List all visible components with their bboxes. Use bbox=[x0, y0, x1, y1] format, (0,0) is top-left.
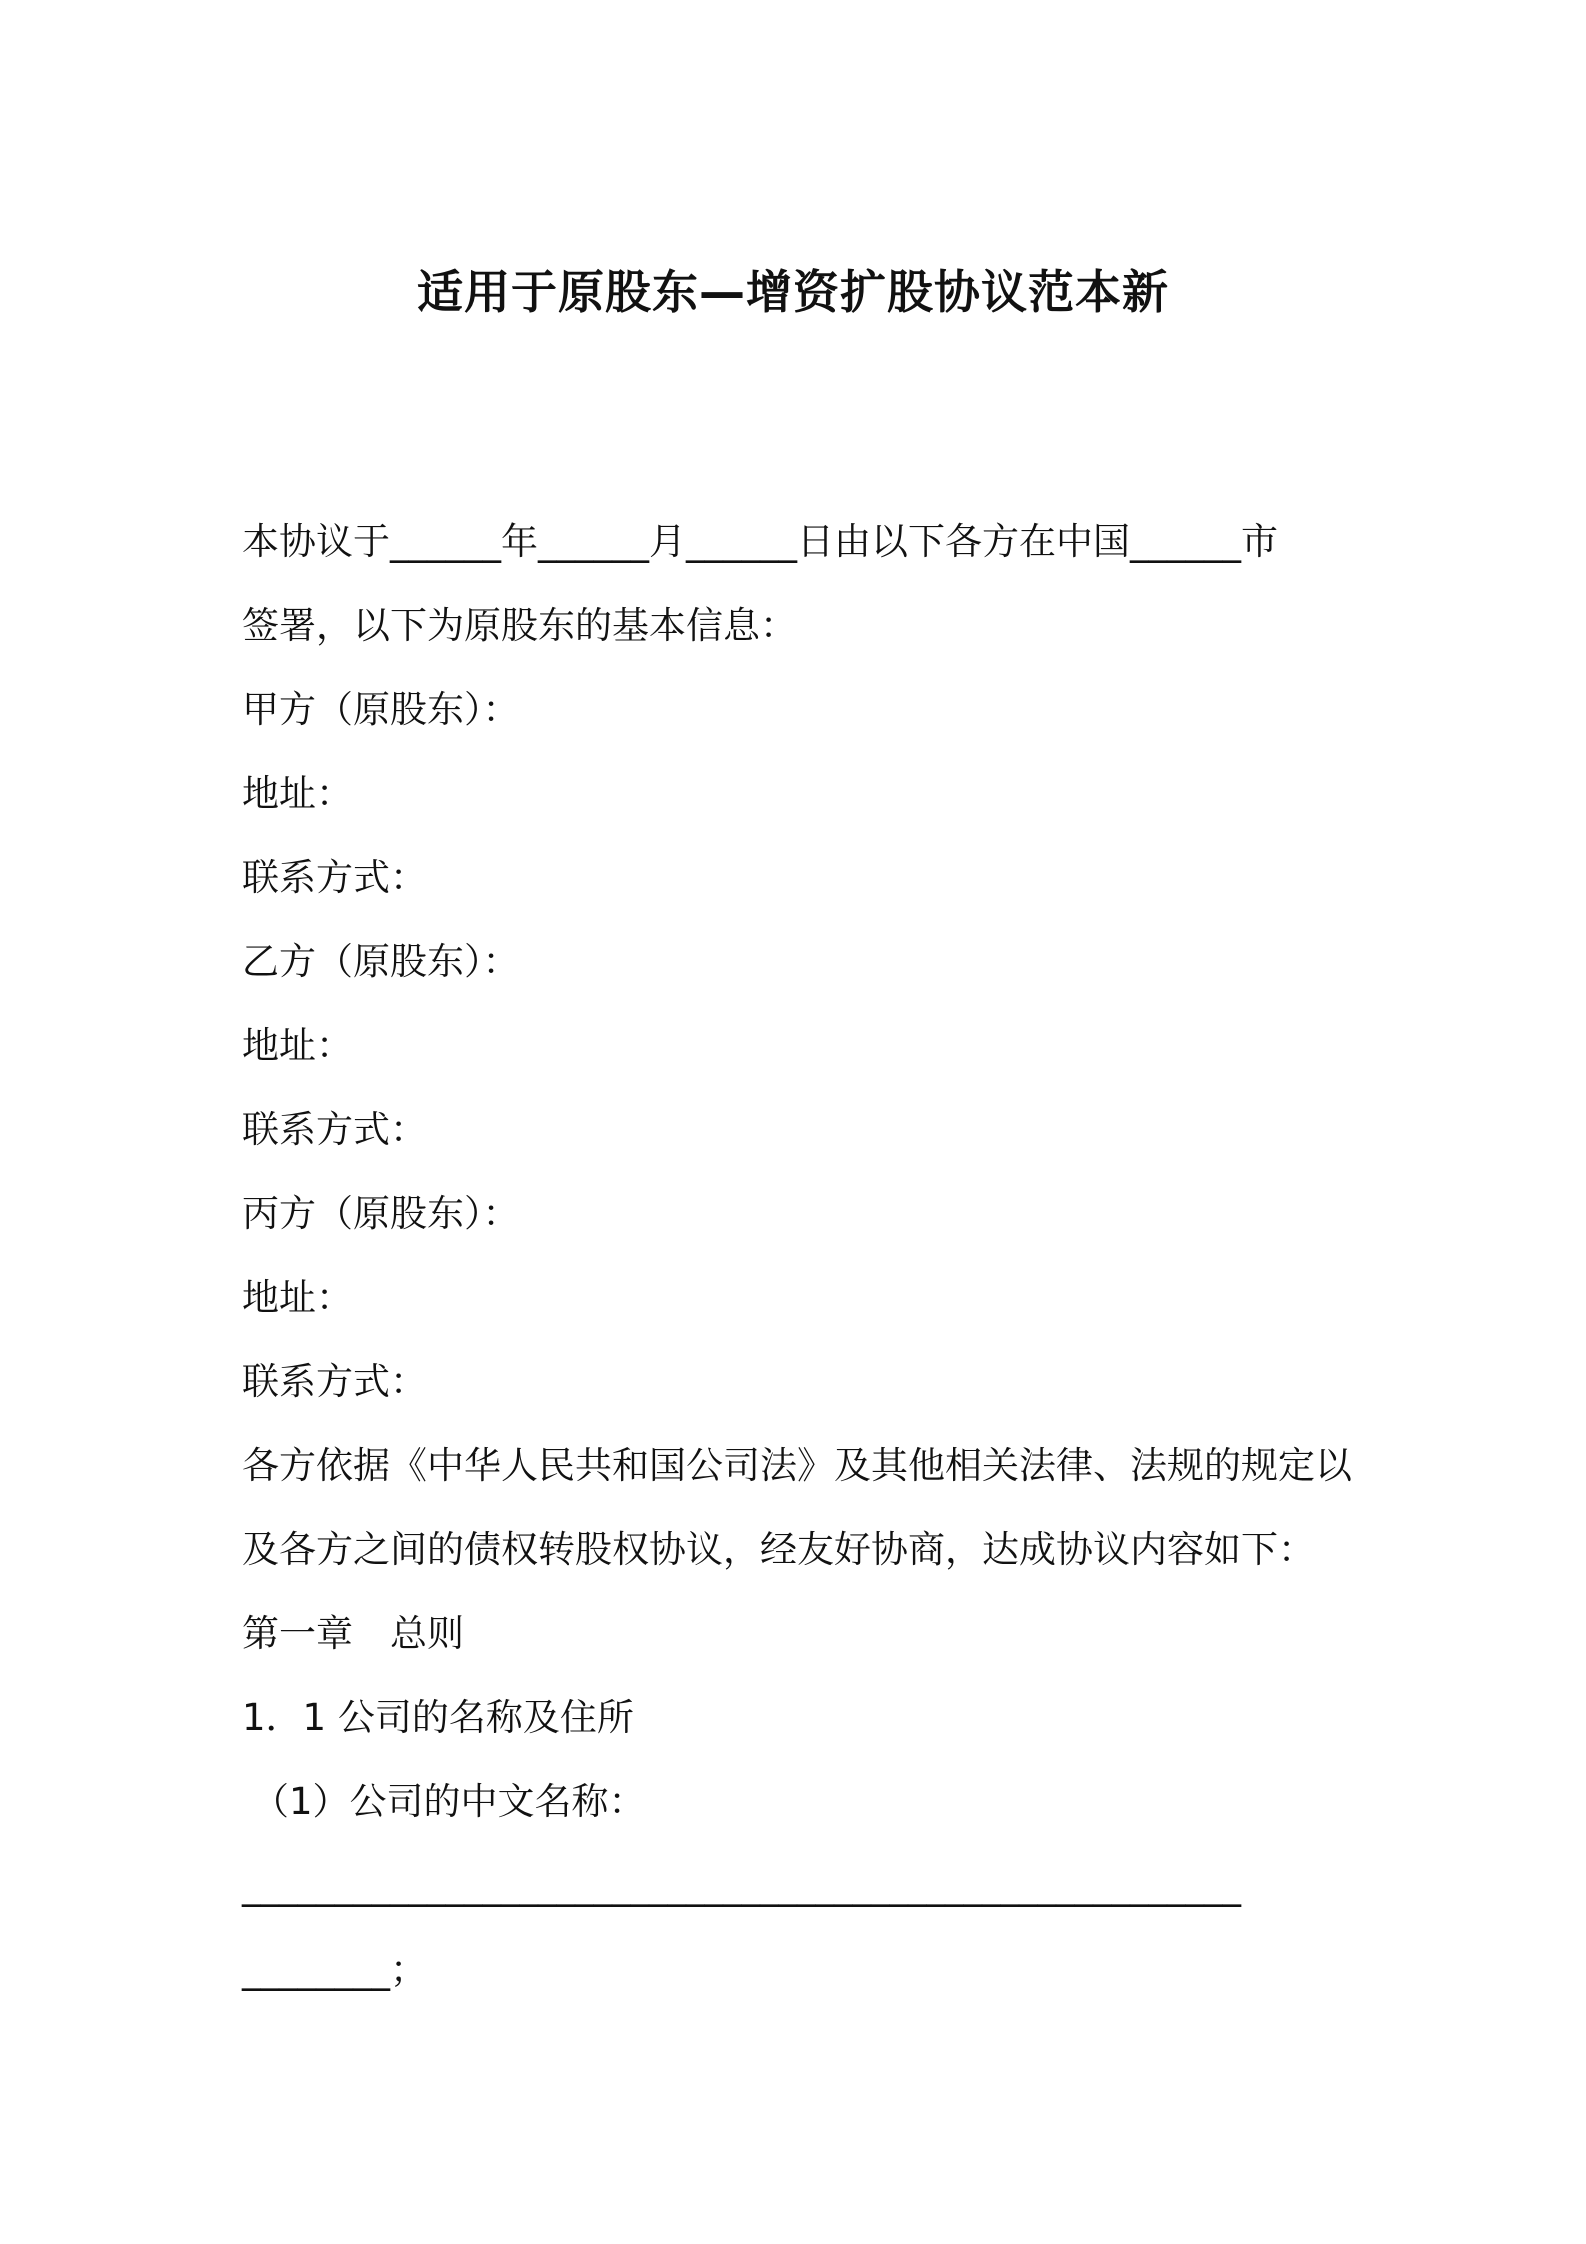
signing-intro-line: 签署，以下为原股东的基本信息： bbox=[242, 604, 797, 647]
party-b-label: 乙方（原股东）： bbox=[242, 940, 520, 983]
document-title: 适用于原股东—增资扩股协议范本新 bbox=[417, 265, 1169, 319]
party-c-contact-label: 联系方式： bbox=[242, 1360, 427, 1403]
legal-basis-line-1: 各方依据《中华人民共和国公司法》及其他相关法律、法规的规定以 bbox=[242, 1444, 1352, 1487]
party-a-label: 甲方（原股东）： bbox=[242, 688, 520, 731]
party-c-address-label: 地址： bbox=[242, 1276, 353, 1319]
company-chinese-name-label: （1）公司的中文名称： bbox=[252, 1780, 646, 1823]
agreement-date-line: 本协议于______年______月______日由以下各方在中国______市 bbox=[242, 520, 1278, 563]
company-name-blank-line-1: ______________________________________________________ bbox=[242, 1864, 1241, 1907]
company-name-blank-line-2: ________； bbox=[242, 1948, 427, 1991]
legal-basis-line-2: 及各方之间的债权转股权协议，经友好协商，达成协议内容如下： bbox=[242, 1528, 1315, 1571]
section-heading: 1．1 公司的名称及住所 bbox=[242, 1696, 634, 1739]
chapter-heading: 第一章 总则 bbox=[242, 1612, 464, 1655]
party-b-address-label: 地址： bbox=[242, 1024, 353, 1067]
document-body bbox=[242, 500, 1362, 2012]
party-c-label: 丙方（原股东）： bbox=[242, 1192, 520, 1235]
party-b-contact-label: 联系方式： bbox=[242, 1108, 427, 1151]
party-a-address-label: 地址： bbox=[242, 772, 353, 815]
party-a-contact-label: 联系方式： bbox=[242, 856, 427, 899]
